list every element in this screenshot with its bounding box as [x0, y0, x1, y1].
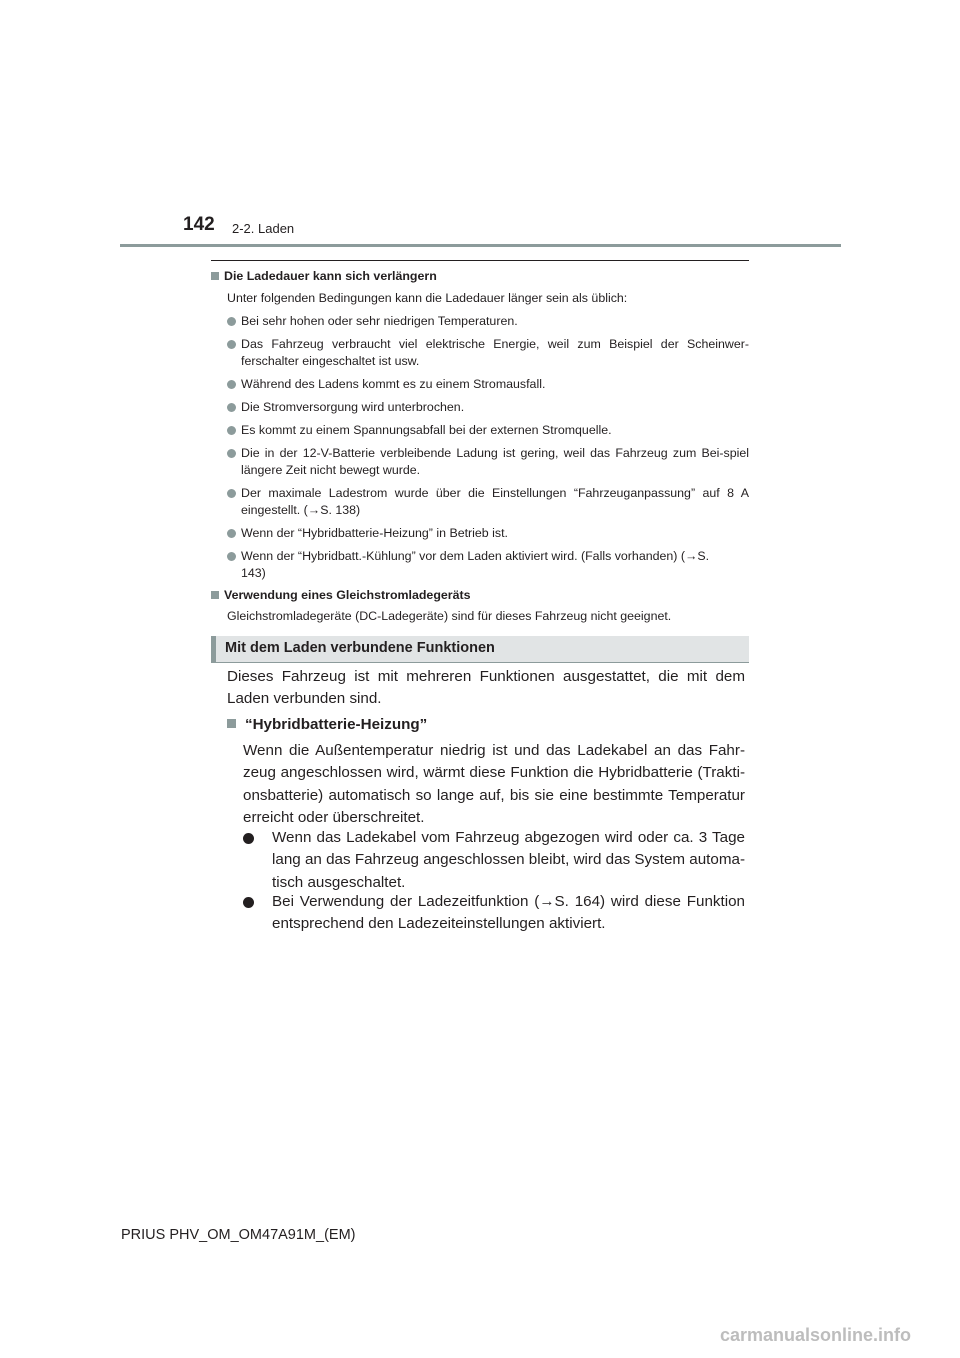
- square-bullet-icon: [211, 591, 219, 599]
- list-item: Bei Verwendung der Ladezeitfunktion (→S. 164) wird diese Funktion entsprechend den Ladezeiteinstellungen aktiviert.: [243, 891, 745, 936]
- hybrid-heater-paragraph: Wenn die Außentemperatur niedrig ist und das Ladekabel an das Fahr-zeug angeschlossen wird, wärmt diese Funktion die Hybridbatterie (Trakti-onsbatterie) automatisch so lange auf, bis sie eine bestimmte Temperatur erreicht oder überschreitet.: [243, 742, 745, 827]
- note-item: Wenn der “Hybridbatt.-Kühlung” vor dem Laden aktiviert wird. (Falls vorhanden) (→S. 143): [227, 548, 732, 582]
- note-dc-text: Gleichstromladegeräte (DC-Ladegeräte) sind für dieses Fahrzeug nicht geeignet.: [227, 609, 672, 623]
- section-intro: Dieses Fahrzeug ist mit mehreren Funktionen ausgestattet, die mit dem Laden verbunden sind.: [227, 668, 745, 708]
- square-bullet-icon: [211, 272, 219, 280]
- note-intro: Unter folgenden Bedingungen kann die Ladedauer länger sein als üblich:: [227, 291, 628, 305]
- round-bullet-icon: [227, 489, 236, 498]
- watermark: carmanualsonline.info: [720, 1325, 912, 1345]
- document-id: PRIUS PHV_OM_OM47A91M_(EM): [121, 1227, 356, 1243]
- section-title: Mit dem Laden verbundene Funktionen: [225, 640, 495, 656]
- round-bullet-icon: [243, 833, 254, 844]
- round-bullet-icon: [227, 403, 236, 412]
- round-bullet-icon: [227, 317, 236, 326]
- note-item: Wenn der “Hybridbatterie-Heizung” in Betrieb ist.: [227, 525, 749, 542]
- round-bullet-icon: [227, 426, 236, 435]
- note-heading-charging-time: Die Ladedauer kann sich verlängern: [211, 268, 751, 285]
- list-item: Wenn das Ladekabel vom Fahrzeug abgezogen wird oder ca. 3 Tage lang an das Fahrzeug angeschlossen bleibt, wird das System automa-tisch ausgeschaltet.: [243, 827, 745, 894]
- square-bullet-icon: [227, 719, 236, 728]
- subheading-hybrid-heater: “Hybridbatterie-Heizung”: [227, 714, 427, 736]
- section-header: [211, 636, 749, 663]
- round-bullet-icon: [227, 529, 236, 538]
- note-item: Das Fahrzeug verbraucht viel elektrische Energie, weil zum Beispiel der Scheinwer-ferschalter eingeschaltet ist usw.: [227, 336, 749, 370]
- round-bullet-icon: [227, 449, 236, 458]
- page-number: 142: [183, 214, 215, 235]
- note-item: Die Stromversorgung wird unterbrochen.: [227, 399, 749, 416]
- note-item: Der maximale Ladestrom wurde über die Einstellungen “Fahrzeuganpassung” auf 8 A eingestellt. (→S. 138): [227, 485, 749, 519]
- section-accent-bar: [211, 636, 216, 662]
- chapter-title: 2-2. Laden: [232, 221, 295, 236]
- round-bullet-icon: [227, 340, 236, 349]
- note-heading-dc-charger: Verwendung eines Gleichstromladegeräts: [211, 587, 751, 604]
- round-bullet-icon: [227, 380, 236, 389]
- round-bullet-icon: [243, 897, 254, 908]
- round-bullet-icon: [227, 552, 236, 561]
- note-item: Die in der 12-V-Batterie verbleibende Ladung ist gering, weil das Fahrzeug zum Bei-spiel längere Zeit nicht bewegt wurde.: [227, 445, 749, 479]
- note-item: Es kommt zu einem Spannungsabfall bei der externen Stromquelle.: [227, 422, 749, 439]
- note-item: Bei sehr hohen oder sehr niedrigen Temperaturen.: [227, 313, 749, 330]
- note-item: Während des Ladens kommt es zu einem Stromausfall.: [227, 376, 749, 393]
- header-divider: [120, 244, 841, 247]
- content-top-rule: [211, 260, 749, 261]
